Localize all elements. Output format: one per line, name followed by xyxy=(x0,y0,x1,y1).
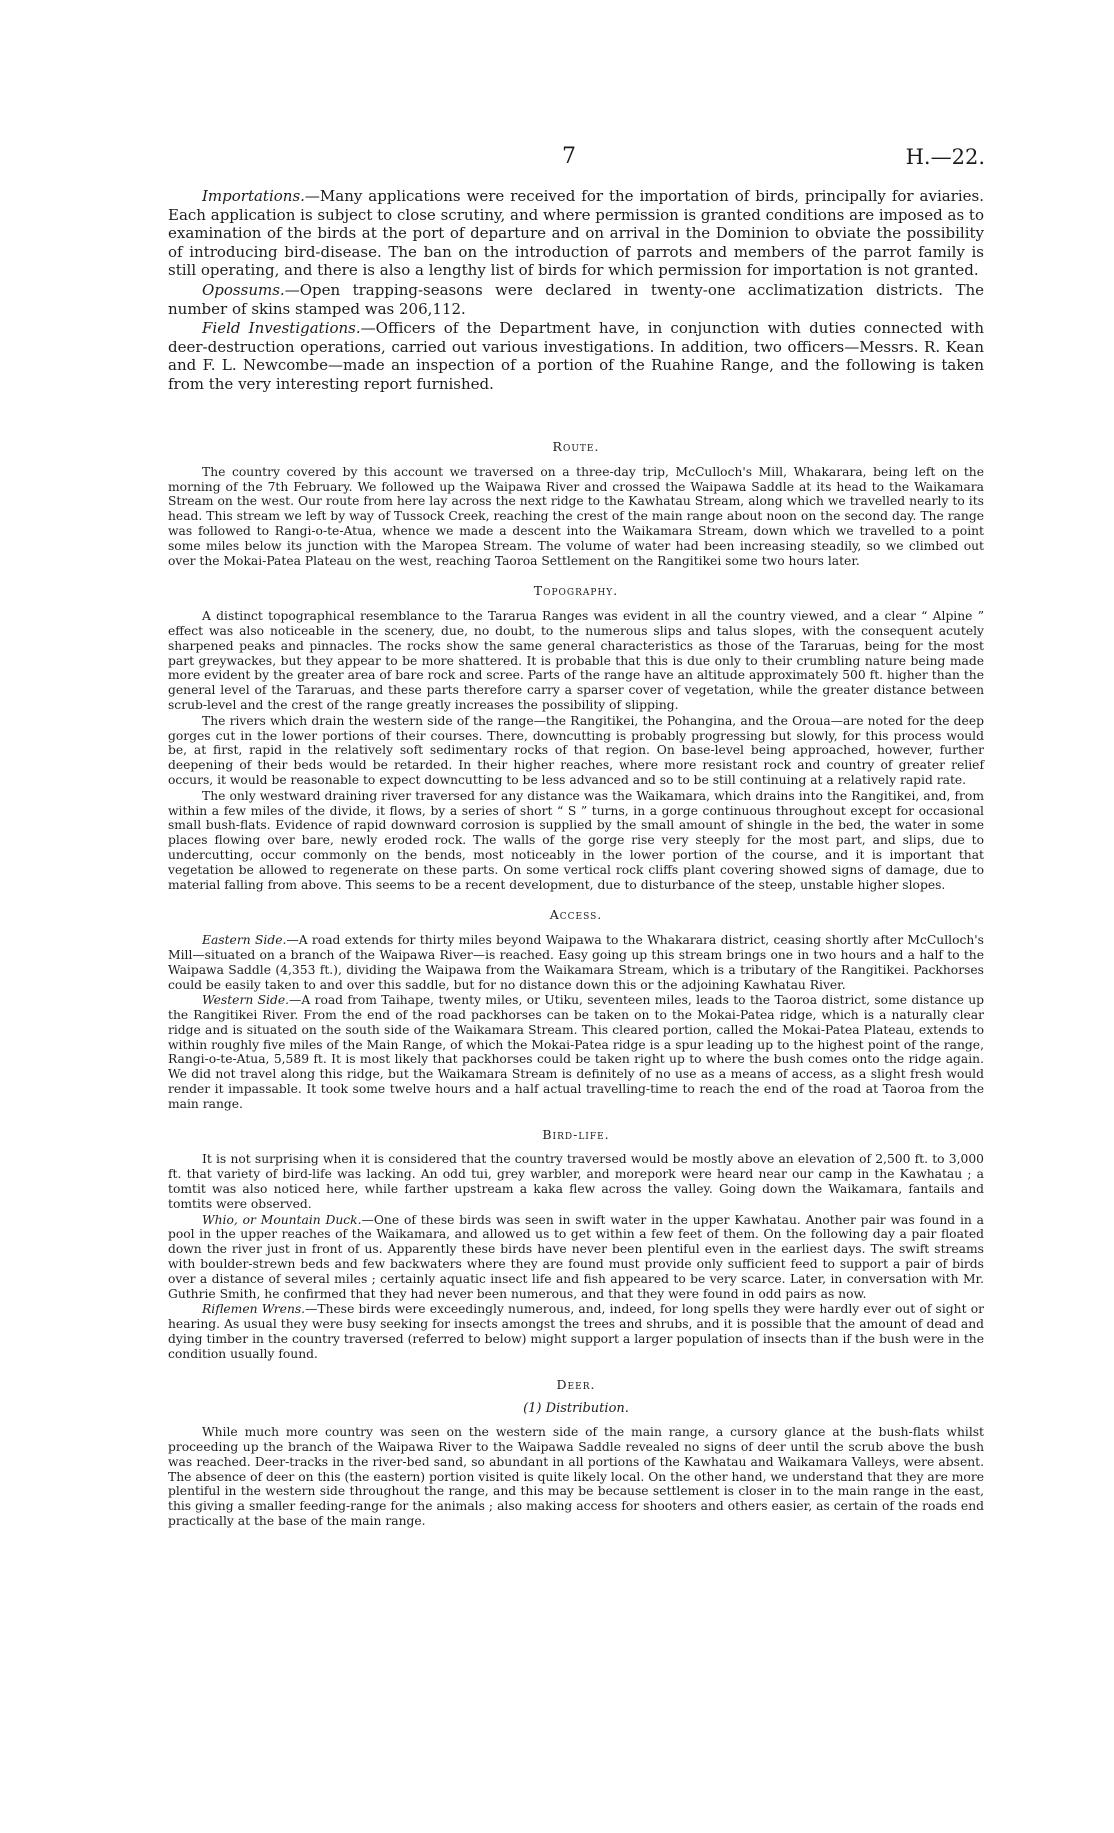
deer-heading: Deer. xyxy=(556,1376,596,1392)
field-investigations-text: —Officers of the Department have, in conjunction with duties connected with deer-destruction operations, carried out various investigations. In addition, two officers—Messrs. R. Kean and F. L. Newcombe—made an inspection of a portion of the Ruahine Range, and the following is taken from the very interesting report furnished. xyxy=(168,319,984,393)
distribution-subheading: (1) Distribution. xyxy=(523,1401,629,1417)
riflemen-heading: Riflemen Wrens. xyxy=(202,1302,306,1317)
topography-paragraph-2: The rivers which drain the western side of the range—the Rangitikei, the Pohangina, and the Oroua—are noted for the deep gorges cut in the lower portions of their courses. There, downcutting is probably progressing but slowly, for this process would be, at first, rapid in the relatively soft sedimentary rocks of that region. On base-level being approached, however, further deepening of their beds would be retarded. In their higher reaches, where more resistant rock and country of greater relief occurs, it would be reasonable to expect downcutting to be less advanced and so to be still continuing at a relatively rapid rate. xyxy=(168,713,984,787)
topography-paragraph-3: The only westward draining river traversed for any distance was the Waikamara, which drains into the Rangitikei, and, from within a few miles of the divide, it flows, by a series of short “ S ” turns, in a gorge continuous throughout except for occasional small bush-flats. Evidence of rapid downward corrosion is supplied by the small amount of shingle in the bed, the water in some places flowing over bare, newly eroded rock. The walls of the gorge rise very steeply for the most part, and slips, due to undercutting, occur commonly on the bends, most noticeably in the lower portion of the course, and it is important that vegetation be allowed to regenerate on these parts. On some vertical rock cliffs plant covering showed signs of damage, due to material falling from above. This seems to be a recent development, due to disturbance of the steep, unstable higher slopes. xyxy=(168,788,984,892)
introductory-section xyxy=(168,187,984,395)
topography-heading: Topography. xyxy=(533,583,619,599)
access-heading: Access. xyxy=(549,907,603,923)
opossums-text: —Open trapping-seasons were declared in twenty-one acclimatization districts. The number of skins stamped was 206,112. xyxy=(168,280,984,318)
riflemen-text: —These birds were exceedingly numerous, and, indeed, for long spells they were hardly ever out of sight or hearing. As usual they were busy seeking for insects amongst the trees and shrubs, and it is possible that the amount of dead and dying timber in the country traversed (referred to below) might support a larger population of insects than if the bush were in the condition usually found. xyxy=(168,1302,984,1361)
opossums-heading: Opossums. xyxy=(202,280,285,299)
page-number: 7 xyxy=(562,144,576,169)
importations-paragraph xyxy=(168,187,984,280)
topography-paragraph-1: A distinct topographical resemblance to the Tararua Ranges was evident in all the country viewed, and a clear “ Alpine ” effect was also noticeable in the scenery, due, no doubt, to the numerous slips and talus slopes, with the consequent acutely sharpened peaks and pinnacles. The rocks show the same general characteristics as those of the Tararuas, being for the most part greywackes, but they appear to be more shattered. It is probable that this is due only to their crumbling nature being made more evident by the greater area of bare rock and scree. Parts of the range have an altitude approximately 500 ft. higher than the general level of the Tararuas, and these parts therefore carry a sparser cover of vegetation, while the greater distance between scrub-level and the crest of the range greatly increases the possibility of slipping. xyxy=(168,609,984,712)
whio-heading: Whio, or Mountain Duck. xyxy=(202,1212,362,1227)
page-header xyxy=(165,142,985,176)
opossums-paragraph xyxy=(168,281,984,318)
western-side-heading: Western Side. xyxy=(202,993,290,1008)
whio-text: —One of these birds was seen in swift water in the upper Kawhatau. Another pair was found in a pool in the upper reaches of the Waikamara, and allowed us to get within a few feet of them. On the following day a pair floated down the river just in front of us. Apparently these birds have never been plentiful even in the earliest days. The swift streams with boulder-strewn beds and few backwaters where they are found must provide only sufficient feed to support a pair of birds over a distance of several miles ; certainly aquatic insect life and fish appeared to be very scarce. Later, in conversation with Mr. Guthrie Smith, he confirmed that they had never been numerous, and that they were found in odd pairs as now. xyxy=(168,1212,984,1301)
importations-text: —Many applications were received for the importation of birds, principally for aviaries. Each application is subject to close scrutiny, and where permission is granted conditions are imposed as to examination of the birds at the port of departure and on arrival in the Dominion to obviate the possibility of introducing bird-disease. The ban on the introduction of parrots and members of the parrot family is still operating, and there is also a lengthy list of birds for which permission for importation is not granted. xyxy=(168,187,984,280)
importations-heading: Importations. xyxy=(202,187,305,205)
bird-life-heading: Bird-life. xyxy=(542,1126,610,1142)
eastern-side-text: —A road extends for thirty miles beyond Waipawa to the Whakarara district, ceasing shortly after McCulloch's Mill—situated on a branch of the Waipawa River—is reached. Easy going up this stream brings one in two hours and a half to the Waipawa Saddle (4,353 ft.), dividing the Waipawa from the Waikamara Stream, which is a tributary of the Rangitikei. Packhorses could be easily taken to and over this saddle, but for no distance down this or the adjoining Kawhatau River. xyxy=(168,933,984,992)
whio-paragraph xyxy=(168,1213,984,1302)
route-heading: Route. xyxy=(552,439,600,454)
riflemen-paragraph xyxy=(168,1302,984,1361)
eastern-side-paragraph xyxy=(168,933,984,992)
document-code: H.—22. xyxy=(905,145,985,169)
field-investigations-paragraph xyxy=(168,319,984,393)
report-section xyxy=(168,440,984,1530)
western-side-paragraph xyxy=(168,993,984,1111)
bird-life-paragraph-1: It is not surprising when it is considered that the country traversed would be mostly above an elevation of 2,500 ft. to 3,000 ft. that variety of bird-life was lacking. An odd tui, grey warbler, and morepork were heard near our camp in the Kawhatau ; a tomtit was also noticed here, while farther upstream a kaka flew across the valley. Going down the Waikamara, fantails and tomtits were observed. xyxy=(168,1152,984,1211)
eastern-side-heading: Eastern Side. xyxy=(202,933,287,948)
field-investigations-heading: Field Investigations. xyxy=(202,319,361,338)
deer-distribution-paragraph: While much more country was seen on the western side of the main range, a cursory glance at the bush-flats whilst proceeding up the branch of the Waipawa River to the Waipawa Saddle revealed no signs of deer until the scrub above the bush was reached. Deer-tracks in the river-bed sand, so abundant in all portions of the Kawhatau and Waikamara Valleys, were absent. The absence of deer on this (the eastern) portion visited is quite likely local. On the other hand, we understand that they are more plentiful in the western side throughout the range, and this may be because settlement is closer in to the main range in the east, this giving a smaller feeding-range for the animals ; also making access for shooters and others easier, as certain of the roads end practically at the base of the main range. xyxy=(168,1425,984,1528)
route-paragraph: The country covered by this account we traversed on a three-day trip, McCulloch's Mill, Whakarara, being left on the morning of the 7th February. We followed up the Waipawa River and crossed the Waipawa Saddle at its head to the Waikamara Stream on the west. Our route from here lay across the next ridge to the Kawhatau Stream, along which we travelled nearly to its head. This stream we left by way of Tussock Creek, reaching the crest of the main range about noon on the second day. The range was followed to Rangi-o-te-Atua, whence we made a descent into the Waikamara Stream, down which we travelled to a point some miles below its junction with the Maropea Stream. The volume of water had been increasing steadily, so we climbed out over the Mokai-Patea Plateau on the west, reaching Taoroa Settlement on the Rangitikei some two hours later. xyxy=(168,464,984,568)
western-side-text: —A road from Taihape, twenty miles, or Utiku, seventeen miles, leads to the Taoroa district, some distance up the Rangitikei River. From the end of the road packhorses can be taken on to the Mokai-Patea ridge, which is a naturally clear ridge and is situated on the south side of the Waikamara Stream. This cleared portion, called the Mokai-Patea Plateau, extends to within roughly five miles of the Main Range, of which the Mokai-Patea ridge is a spur leading up to the highest point of the range, Rangi-o-te-Atua, 5,589 ft. It is most likely that packhorses could be taken right up to where the bush comes onto the ridge again. We did not travel along this ridge, but the Waikamara Stream is definitely of no use as a means of access, as a slight fresh would render it impassable. It took some twelve hours and a half actual travelling-time to reach the end of the road at Taoroa from the main range. xyxy=(168,993,984,1111)
